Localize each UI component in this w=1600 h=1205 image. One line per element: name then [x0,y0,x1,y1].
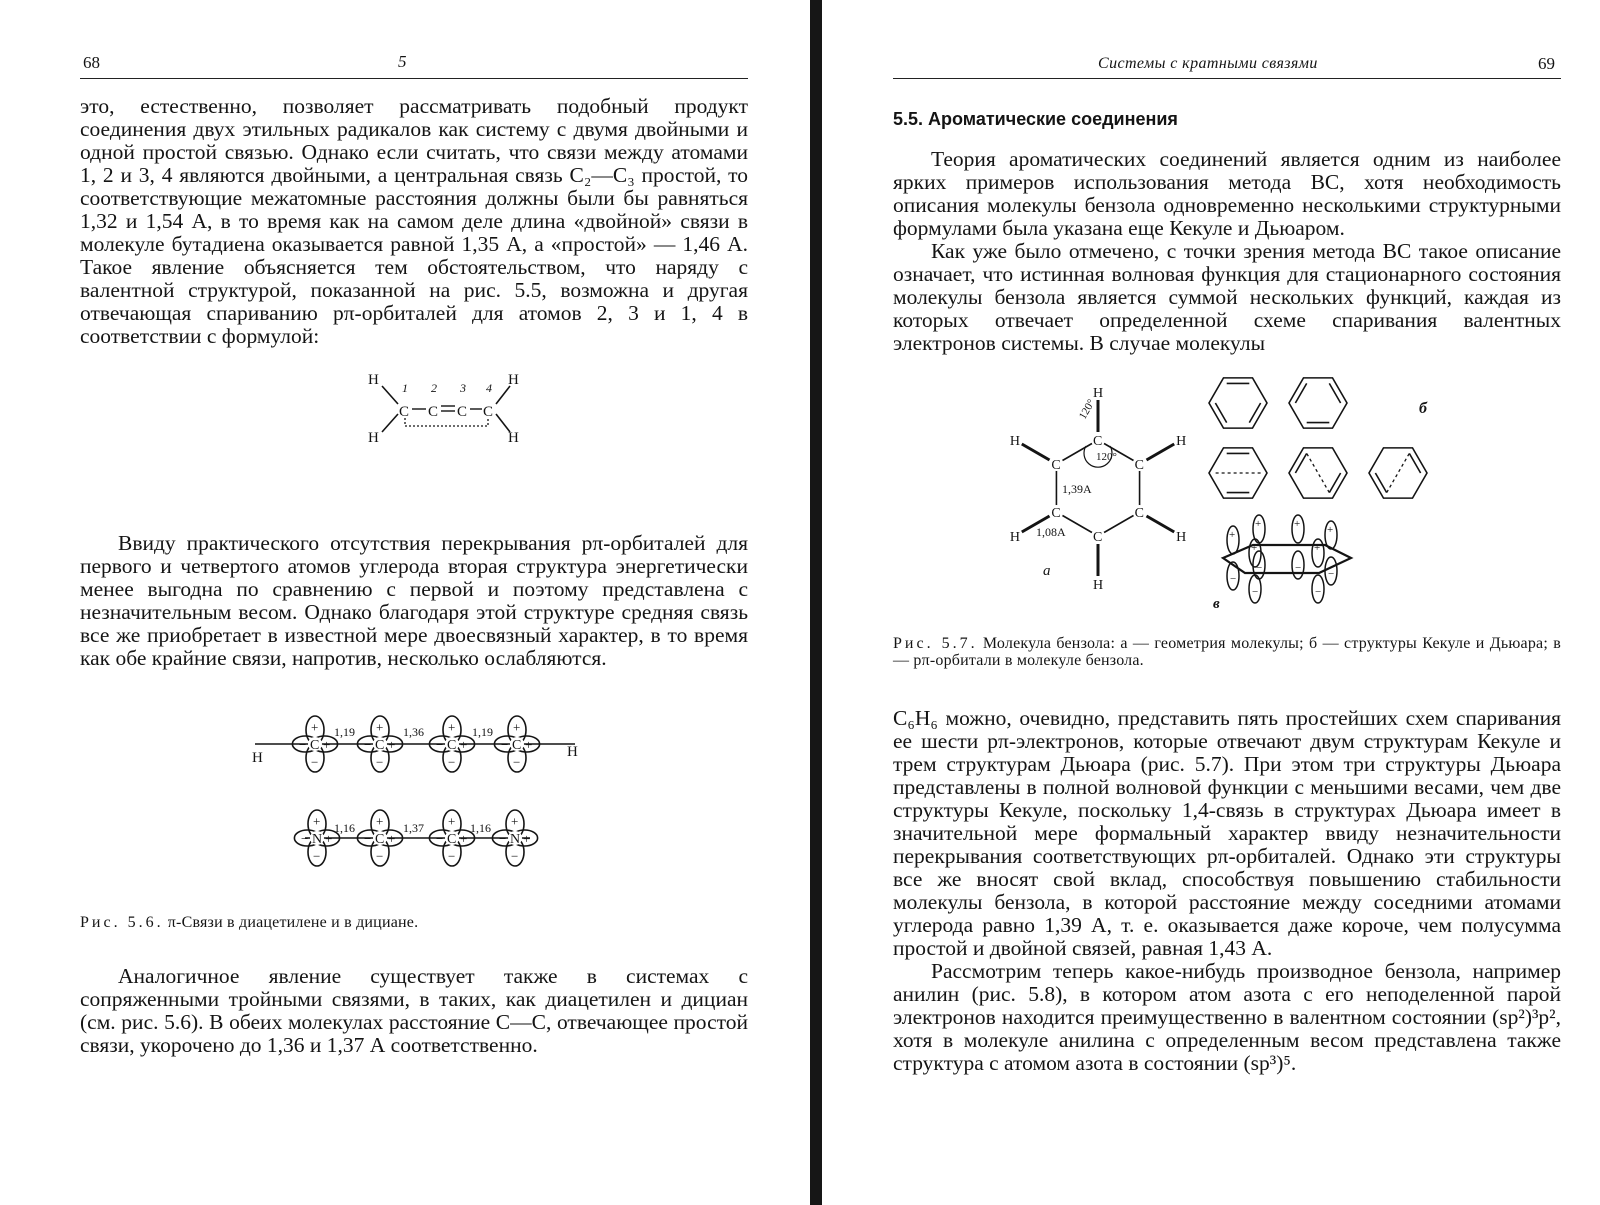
orbital-sign: + [1229,529,1236,541]
double-bond-line [1295,453,1306,473]
orbital-sign: − [499,831,507,846]
page-number: 68 [83,53,100,72]
double-bond-line [1409,453,1420,473]
page-number: 69 [1538,54,1555,73]
paragraph: C₆H₆ можно, очевидно, представить пять простейших схем спаривания ее шести pπ-электронов, которые отвечают двум структурам Кекуле и трем структурам Дьюара (рис. 5.7). При этом три структуры Дьюара представлены в полной волновой функции с меньшими весами, чем две структуры Кекуле, поскольку 1,4-связь в структурах Дьюара имеет в значительной мере формальный характер ввиду незначительности перекрывания соответствующих pπ-орбиталей. Однако эти структуры все же вносят свой вклад, способствуя повышению стабильности молекулы бензола, в которой расстояние между соседними атомами углерода равно 1,39 А, т. е. оказывается даже короче, чем полусумма простой и двойной связей, равная 1,43 А. [893,706,1561,960]
hexagon [1209,378,1267,428]
orbital-sign: + [313,813,321,829]
angle-label: 120° [1076,397,1098,422]
orbital-sign: + [1251,542,1258,554]
double-bond-line [1329,383,1340,403]
atom-h: H [368,372,379,388]
ring-bond [1098,512,1140,536]
orbital-sign: + [511,813,519,829]
atom-label: N [312,832,323,847]
bond-length: 1,19 [472,725,493,739]
paragraph: Как уже было отмечено, с точки зрения метода ВС такое описание означает, что истинная волновая функция для стационарного состояния молекулы бензола является суммой нескольких функций, каждая из которых отвечает определенной схеме спаривания валентных электронов системы. В случае молекулы [893,239,1561,355]
atom-number: 3 [460,381,466,395]
atom-h: H [508,372,519,388]
atom-label: C [447,832,457,847]
left-page-header [80,48,748,79]
orbital-sign: + [325,831,333,846]
double-bond-line [1329,473,1340,493]
double-bond-line [1215,403,1226,423]
orbital-sign: − [1315,586,1322,598]
atom-c: C [1093,434,1103,449]
atom-h: H [567,744,578,760]
orbital-sign: − [1252,586,1259,598]
caption-text: π-Связи в диацетилене и в дициане. [167,914,419,931]
c-h-bond [1022,444,1050,460]
butadiene-formula [80,362,748,462]
orbital-sign: + [523,831,531,846]
atom-h: H [508,430,519,446]
atom-c: C [1134,458,1144,473]
atom-label: C [447,738,457,753]
paragraph: это, естественно, позволяет рассматривать подобный продукт соединения двух этильных радикалов как систему с двумя двойными и одной простой связью. Однако если считать, что связи между атомами 1, 2 и 3, 4 являются двойными, а центральная связь C₂—C₃ простой, то соответствующие межатомные расстояния должны были бы равняться 1,32 и 1,54 А, в то время как на самом деле длина «двойной» связи в молекуле бутадиена оказывается равной 1,35 А, а «простой» — 1,46 А. Такое явление объясняется тем обстоятельством, что наряду с валентной структурой, показанной на рис. 5.5, возможна и другая отвечающая спариванию pπ-орбиталей для атомов 2, 3 и 1, 4 в соответствии с формулой: [80,94,748,348]
orbital-sign: − [513,754,521,770]
orbital-sign: − [364,737,372,752]
orbital-sign: + [1314,542,1321,554]
running-header: Системы с кратными связями [1098,55,1318,72]
orbital-sign: + [448,813,456,829]
orbital-sign: + [460,831,468,846]
atom-c: C [483,404,494,420]
section-title: 5.5. Ароматические соединения [893,109,1178,129]
chapter-number: 5 [398,52,407,71]
atom-label: C [512,738,522,753]
orbital-sign: + [525,737,533,752]
orbital-sign: − [313,848,321,864]
paragraph: Рассмотрим теперь какое-нибудь производное бензола, например анилин (рис. 5.8), в котором атом азота с его неподеленной парой электронов находится преимущественно в валентном состоянии (sp²)³p², хотя в молекуле анилина с определенным весом представлена также структура с атомом азота в состоянии (sp³)⁵. [893,959,1561,1075]
orbital-sign: − [376,848,384,864]
paragraph: Ввиду практического отсутствия перекрывания pπ-орбиталей для первого и четвертого атомов углерода вторая структура энергетически менее выгодна по сравнению с первой и поэтому представлена с незначительным весом. Однако благодаря этой структуре средняя связь все же приобретает в известной мере двоесвязный характер, в то время как обе крайние связи, напротив, несколько ослабляются. [80,531,748,670]
bond-length: 1,37 [403,821,424,835]
orbital-sign: − [436,737,444,752]
paragraph: Теория ароматических соединений является одним из наиболее ярких примеров использования метода ВС, хотя необходимость описания молекулы бензола одновременно несколькими структурными формулами была указана еще Кекуле и Дьюаром. [893,147,1561,240]
orbital-sign: + [323,737,331,752]
orbital-sign: + [460,737,468,752]
atom-h: H [1009,530,1020,545]
orbital-sign: + [376,719,384,735]
bond-length: 1,08А [1036,525,1066,539]
atom-c: C [457,404,468,420]
bond-length: 1,36 [403,725,424,739]
atom-number: 4 [486,381,492,395]
orbital-sign: + [376,813,384,829]
atom-label: C [375,738,385,753]
hexagon [1289,378,1347,428]
sublabel-v: в [1213,596,1220,612]
orbital-sign: + [388,737,396,752]
atom-c: C [1051,506,1061,521]
paragraph: Аналогичное явление существует также в системах с сопряженными тройными связями, в таких, как диацетилен и дициан (см. рис. 5.6). В обеих молекулах расстояние C—C, отвечающее простой связи, укорочено до 1,36 и 1,37 А соответственно. [80,964,748,1057]
sublabel-b: б [1419,400,1427,417]
orbital-sign: − [311,754,319,770]
orbital-sign: − [436,831,444,846]
atom-c: C [428,404,439,420]
atom-number: 1 [402,381,408,395]
dewar-bond [1387,453,1410,492]
orbital-sign: − [1256,562,1263,574]
orbital-sign: − [448,848,456,864]
bond-length: 1,16 [470,821,491,835]
figure-5-7 [893,373,1561,623]
ring-bond [1056,440,1098,464]
orbital-sign: − [376,754,384,770]
figure-caption [893,635,1561,669]
atom-h: H [1176,530,1187,545]
bond-length: 1,39А [1062,482,1092,496]
atom-c: C [399,404,410,420]
sublabel-a: а [1043,563,1051,579]
angle-label: 120° [1096,451,1117,463]
orbital-sign: − [1295,562,1302,574]
double-bond-line [1375,473,1386,493]
orbital-sign: − [448,754,456,770]
left-page [80,0,748,1205]
atom-h: H [1093,386,1104,401]
orbital-sign: − [364,831,372,846]
orbital-sign: + [1255,518,1262,530]
orbital-sign: − [501,737,509,752]
atom-h: H [368,430,379,446]
double-bond-line [1249,403,1260,423]
atom-h: H [1093,578,1104,593]
hexagon [1289,448,1347,498]
caption-lead: Рис. 5.6. [80,914,164,931]
orbital-sign: − [1328,568,1335,580]
c-h-bond [1146,444,1174,460]
atom-number: 2 [431,381,437,395]
orbital-sign: + [513,719,521,735]
orbital-sign: + [388,831,396,846]
atom-c: C [1093,530,1103,545]
orbital-sign: − [301,831,309,846]
hexagon [1369,448,1427,498]
c-h-bond [1146,516,1174,532]
atom-c: C [1134,506,1144,521]
dewar-bond [1307,453,1330,492]
figure-5-6 [80,698,748,896]
orbital-sign: − [299,737,307,752]
right-page [893,0,1561,1205]
atom-label: N [510,832,521,847]
atom-h: H [252,750,263,766]
double-bond-line [1295,383,1306,403]
atom-h: H [1009,434,1020,449]
orbital-sign: + [448,719,456,735]
book-gutter [810,0,822,1205]
caption-text: Молекула бензола: а — геометрия молекулы; б — структуры Кекуле и Дьюара; в — pπ-орбитали в молекуле бензола. [893,635,1562,669]
atom-h: H [1176,434,1187,449]
orbital-sign: + [1294,518,1301,530]
caption-lead: Рис. 5.7. [893,635,978,652]
orbital-sign: + [311,719,319,735]
bond-length: 1,19 [334,725,355,739]
atom-c: C [1051,458,1061,473]
figure-caption [80,914,748,931]
bond-length: 1,16 [334,821,355,835]
orbital-sign: + [1327,524,1334,536]
atom-label: C [375,832,385,847]
right-page-header [893,48,1561,79]
atom-label: C [310,738,320,753]
orbital-sign: − [511,848,519,864]
orbital-sign: − [1230,573,1237,585]
